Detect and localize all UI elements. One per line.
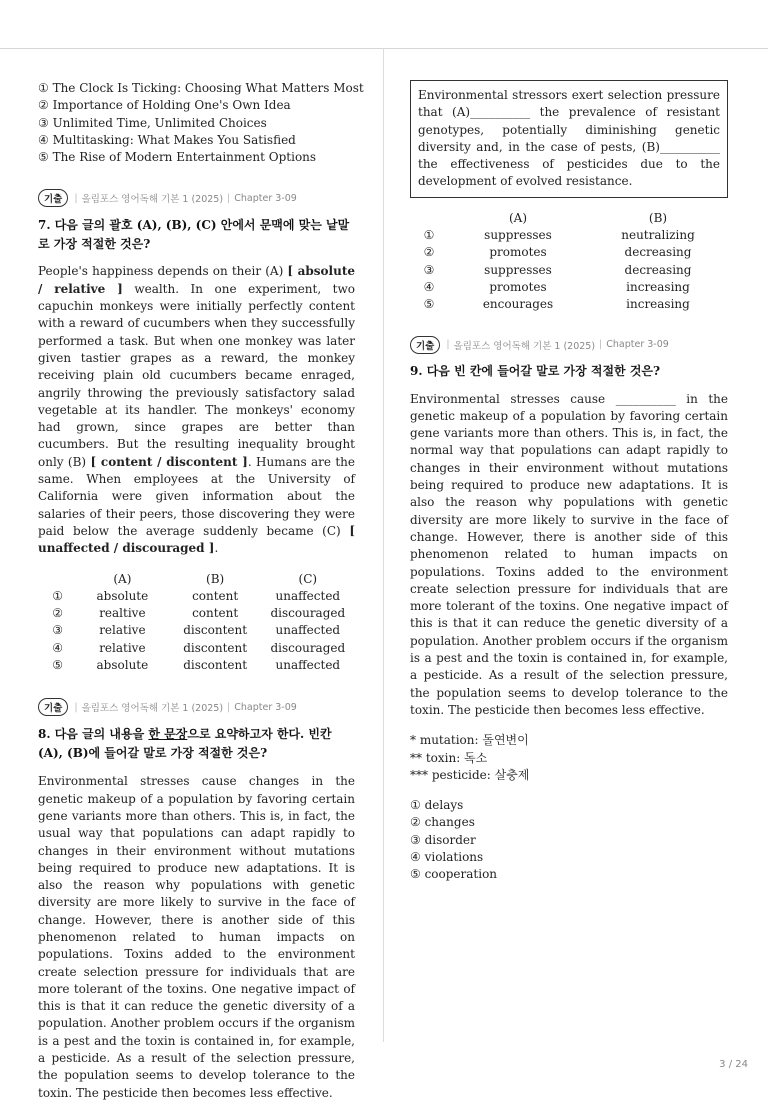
choice-c: unaffected <box>275 588 341 603</box>
q9-option-3[interactable]: ③ disorder <box>410 832 476 847</box>
left-column <box>38 80 364 1102</box>
q8-answer-table <box>410 210 728 314</box>
choice-c: unaffected <box>275 658 341 673</box>
q8-choice-row[interactable] <box>410 227 728 244</box>
q7-passage-text-4: . <box>214 541 219 556</box>
choice-a: suppresses <box>484 228 552 243</box>
choice-b: neutralizing <box>621 228 695 243</box>
choice-b: decreasing <box>624 262 692 277</box>
choice-a: realtive <box>99 606 146 621</box>
choice-b: increasing <box>626 279 690 294</box>
q7-header-a: (A) <box>113 571 132 586</box>
q6-option-5[interactable]: ⑤ The Rise of Modern Entertainment Options <box>38 150 317 165</box>
q8-source: 올림포스 영어독해 기본 1 (2025) <box>81 703 224 715</box>
header-rule <box>0 48 768 49</box>
q7-choice-row[interactable] <box>40 640 355 657</box>
q8-choice-row[interactable] <box>410 296 728 313</box>
q8-title <box>38 725 355 763</box>
q6-option-1[interactable]: ① The Clock Is Ticking: Choosing What Matters Most <box>38 81 364 95</box>
q8-passage: Environmental stresses cause changes in the genetic makeup of a population by favoring certain gene variants more than others. This is, in fact, the usual way that populations can adapt rapidly to changes in their environment without mutations being required to produce new adaptations. It is also the reason why populations with genetic diversity are more likely to survive in the face of change. However, there is another side of this phenomenon related to human impacts on populations. Toxins added to the environment create selection pressure for individuals that are more tolerant of the toxins. One negative impact of this is that it can reduce the genetic diversity of a population. Another problem occurs if the organism is a pest and the toxin is contained in, for example, a pesticide. As a result of the selection pressure, the population seems to develop tolerance to the toxin. The pesticide then becomes less effective. <box>38 774 355 1100</box>
choice-a: relative <box>99 640 146 655</box>
choice-number: ② <box>423 245 435 260</box>
q9-title: 9. 다음 빈 칸에 들어갈 말로 가장 적절한 것은? <box>410 363 661 378</box>
choice-b: discontent <box>183 623 248 638</box>
q8-choice-row[interactable] <box>410 244 728 261</box>
choice-c: discouraged <box>270 606 346 621</box>
q9-source-tag: 기출 | 올림포스 영어독해 기본 1 (2025) | Chapter 3-09 <box>410 336 728 354</box>
q6-option-4[interactable]: ④ Multitasking: What Makes You Satisfied <box>38 132 296 147</box>
page-number: 3 / 24 <box>719 1059 748 1070</box>
q8-header-b: (B) <box>648 210 668 225</box>
q7-header-c: (C) <box>298 571 318 586</box>
choice-a: encourages <box>482 297 554 312</box>
q7-source: 올림포스 영어독해 기본 1 (2025) <box>81 194 224 206</box>
q6-options <box>38 80 364 166</box>
column-divider <box>383 48 384 1042</box>
q9-option-1[interactable]: ① delays <box>410 798 464 813</box>
choice-b: decreasing <box>624 245 692 260</box>
q9-footnotes <box>410 732 728 784</box>
q7-passage-text-2: wealth. In one experiment, two capuchin monkeys were initially perfectly content with a reward of cucumbers when they successfully performed a task. But when one monkey was later given tastier grapes as a reward, the monkey receiving plain old cucumbers became enraged, angrily throwing the previously satisfactory salad vegetable at its handler. The monkeys' economy had grown, since grapes are better than cucumbers. But the resulting inequality brought only (B) <box>38 281 356 469</box>
choice-a: promotes <box>489 245 547 260</box>
q8-summary-box: Environmental stressors exert selection pressure that (A)__________ the prevalence of resistant genotypes, potentially diminishing genetic diversity and, in the case of pests, (B)__________ the effectiveness of pesticides due to the development of evolved resistance. <box>410 80 728 198</box>
q8-title-part-2: 으로 요약하고자 한다. 빈칸 (A), (B)에 들어갈 말로 가장 적절한 것은? <box>38 727 332 761</box>
q8-source-tag: 기출 | 올림포스 영어독해 기본 1 (2025) | Chapter 3-09 <box>38 698 355 716</box>
q9-option-5[interactable]: ⑤ cooperation <box>410 867 498 882</box>
q8-title-part-1: 8. 다음 글의 내용을 <box>38 727 149 742</box>
q8-header-row <box>410 210 728 227</box>
choice-b: content <box>192 588 239 603</box>
q7-passage-text-1: People's happiness depends on their (A) <box>38 264 288 279</box>
choice-number: ⑤ <box>423 297 435 312</box>
q7-choice-row[interactable] <box>40 605 355 622</box>
choice-number: ③ <box>52 623 63 638</box>
footnote-mutation: * mutation: 돌연변이 <box>410 733 529 748</box>
q7-source-tag: 기출 | 올림포스 영어독해 기본 1 (2025) | Chapter 3-09 <box>38 189 355 207</box>
choice-number: ④ <box>423 279 435 294</box>
choice-a: promotes <box>489 279 547 294</box>
choice-b: content <box>192 606 239 621</box>
choice-number: ② <box>52 606 63 621</box>
q7-header-b: (B) <box>206 571 225 586</box>
footnote-pesticide: *** pesticide: 살충제 <box>410 767 530 782</box>
choice-a: absolute <box>96 588 149 603</box>
footnote-toxin: ** toxin: 독소 <box>410 750 488 765</box>
q7-bracket-b: [ content / discontent ] <box>90 454 248 469</box>
choice-number: ③ <box>423 262 435 277</box>
choice-number: ① <box>52 588 63 603</box>
q9-chapter: Chapter 3-09 <box>606 339 669 351</box>
q9-option-2[interactable]: ② changes <box>410 815 475 830</box>
q7-choice-row[interactable] <box>40 657 355 674</box>
choice-number: ① <box>423 228 435 243</box>
q9-options <box>410 797 728 883</box>
q9-passage: Environmental stresses cause __________ in the genetic makeup of a population by favoring certain gene variants more than others. This is, in fact, the normal way that populations can adapt rapidly to changes in their environment without mutations being required to produce new adaptations. It is also the reason why populations with genetic diversity are more likely to survive in the face of change. However, there is another side of this phenomenon related to human impacts on populations. Toxins added to the environment create selection pressure for individuals that are more tolerant of the toxins. One negative impact of this is that it can reduce the genetic diversity of a population. Another problem occurs if the organism is a pest and the toxin is contained in, for example, a pesticide. As a result of the selection pressure, the population seems to develop tolerance to the toxin. The pesticide then becomes less effective. <box>410 391 728 717</box>
q7-answer-table <box>40 571 355 675</box>
choice-a: absolute <box>96 658 149 673</box>
q7-header-row <box>40 571 355 588</box>
choice-number: ⑤ <box>52 658 63 673</box>
q7-bracket-c: [ unaffected / discouraged ] <box>38 523 355 556</box>
q8-choice-row[interactable] <box>410 262 728 279</box>
q7-chapter: Chapter 3-09 <box>234 192 297 204</box>
q7-passage-text-3: . Humans are the same. When employees at the University of California were given information about the salaries of their peers, those discovering they were paid below the average suddenly became (C) <box>38 454 356 538</box>
q6-option-2[interactable]: ② Importance of Holding One's Own Idea <box>38 98 291 113</box>
choice-number: ④ <box>52 640 63 655</box>
q7-bracket-a: [ absolute / relative ] <box>38 264 355 296</box>
q7-choice-row[interactable] <box>40 588 355 605</box>
q7-choice-row[interactable] <box>40 622 355 639</box>
q9-option-4[interactable]: ④ violations <box>410 849 484 864</box>
q7-passage <box>38 263 355 557</box>
q8-chapter: Chapter 3-09 <box>234 701 297 713</box>
q9-badge: 기출 <box>410 336 440 354</box>
choice-a: suppresses <box>484 262 552 277</box>
right-column <box>410 80 728 884</box>
q8-badge: 기출 <box>38 698 68 716</box>
choice-a: relative <box>99 623 146 638</box>
q6-option-3[interactable]: ③ Unlimited Time, Unlimited Choices <box>38 115 267 130</box>
choice-b: discontent <box>183 658 248 673</box>
choice-c: discouraged <box>270 640 346 655</box>
q8-choice-row[interactable] <box>410 279 728 296</box>
q7-badge: 기출 <box>38 189 68 207</box>
q9-source: 올림포스 영어독해 기본 1 (2025) <box>453 340 596 352</box>
q8-title-underlined: 한 문장 <box>148 727 188 742</box>
choice-b: discontent <box>183 640 248 655</box>
q7-title: 7. 다음 글의 괄호 (A), (B), (C) 안에서 문맥에 맞는 낱말로 가장 적절한 것은? <box>38 218 350 252</box>
choice-b: increasing <box>626 297 690 312</box>
q8-header-a: (A) <box>508 210 528 225</box>
choice-c: unaffected <box>275 623 341 638</box>
